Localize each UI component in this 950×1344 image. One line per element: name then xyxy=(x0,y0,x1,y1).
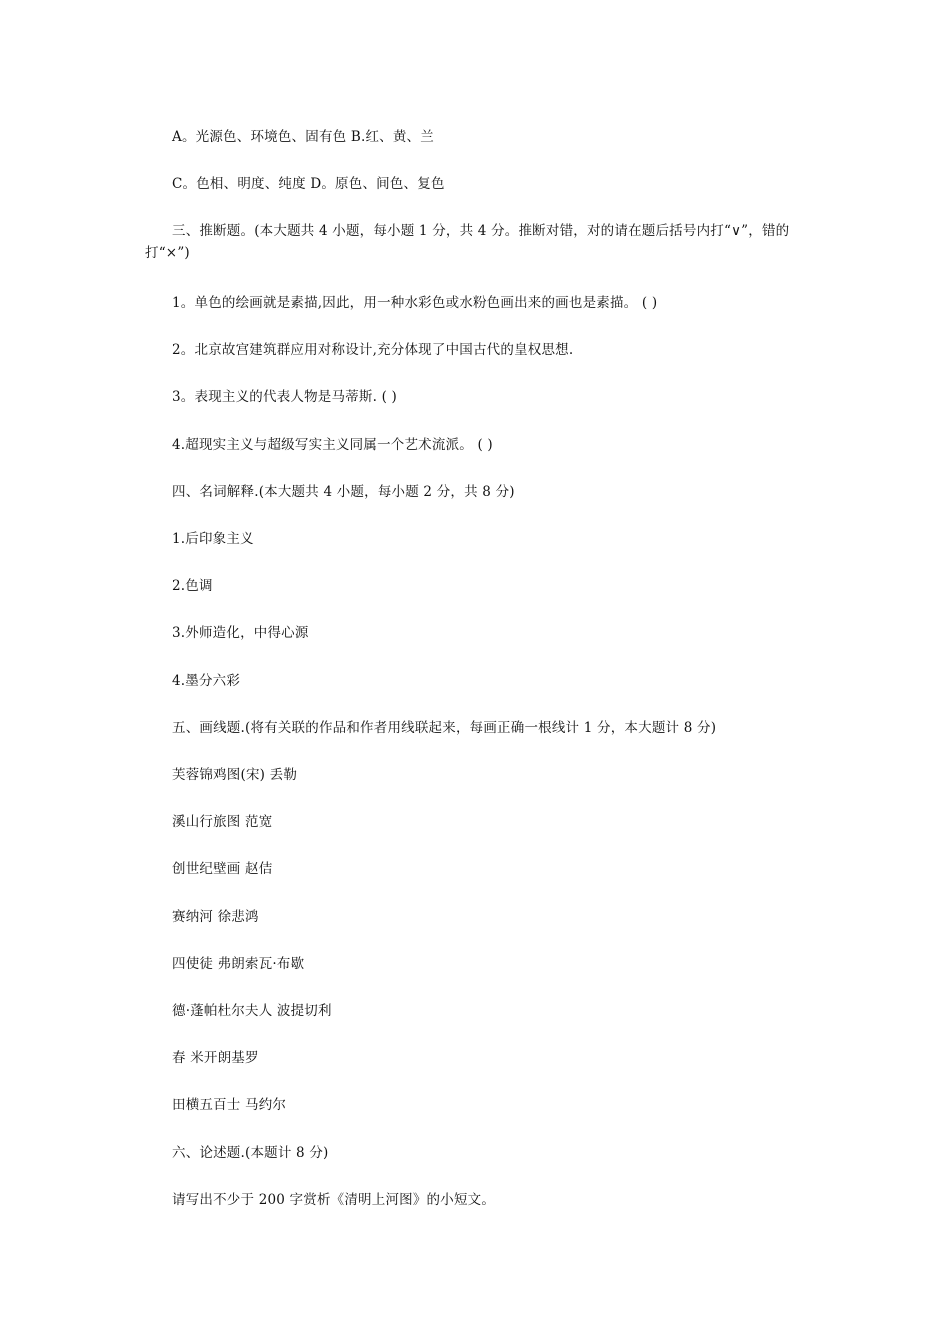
section-heading-terms: 四、名词解释.(本大题共 4 小题，每小题 2 分，共 8 分) xyxy=(172,484,515,500)
term-item: 2.色调 xyxy=(172,578,213,594)
option-line-a-b: A。光源色、环境色、固有色 B.红、黄、兰 xyxy=(172,129,434,145)
essay-prompt: 请写出不少于 200 字赏析《清明上河图》的小短文。 xyxy=(172,1192,496,1208)
matching-item: 四使徒 弗朗索瓦·布歇 xyxy=(172,956,305,972)
matching-item: 田横五百士 马约尔 xyxy=(172,1097,287,1113)
matching-item: 德·蓬帕杜尔夫人 波提切利 xyxy=(172,1003,332,1019)
term-item: 4.墨分六彩 xyxy=(172,673,241,689)
question-item: 1。单色的绘画就是素描,因此，用一种水彩色或水粉色画出来的画也是素描。 ( ) xyxy=(172,295,658,311)
section-heading-true-false: 三、推断题。(本大题共 4 小题，每小题 1 分，共 4 分。推断对错，对的请在题后括号内打“∨”，错的打“×”) xyxy=(145,223,790,261)
section-heading-essay: 六、论述题.(本题计 8 分) xyxy=(172,1145,329,1161)
term-item: 1.后印象主义 xyxy=(172,531,254,547)
question-item: 2。北京故宫建筑群应用对称设计,充分体现了中国古代的皇权思想. xyxy=(172,342,574,358)
matching-item: 溪山行旅图 范宽 xyxy=(172,814,273,830)
matching-item: 创世纪壁画 赵佶 xyxy=(172,861,273,877)
matching-item: 赛纳河 徐悲鸿 xyxy=(172,909,259,925)
section-heading-matching: 五、画线题.(将有关联的作品和作者用线联起来，每画正确一根线计 1 分，本大题计 8 分) xyxy=(172,720,717,736)
matching-item: 芙蓉锦鸡图(宋) 丢勒 xyxy=(172,767,298,783)
term-item: 3.外师造化，中得心源 xyxy=(172,625,309,641)
question-item: 4.超现实主义与超级写实主义同属一个艺术流派。 ( ) xyxy=(172,437,493,453)
option-line-c-d: C。色相、明度、纯度 D。原色、间色、复色 xyxy=(172,176,445,192)
question-item: 3。表现主义的代表人物是马蒂斯. ( ) xyxy=(172,389,397,405)
matching-item: 春 米开朗基罗 xyxy=(172,1050,259,1066)
